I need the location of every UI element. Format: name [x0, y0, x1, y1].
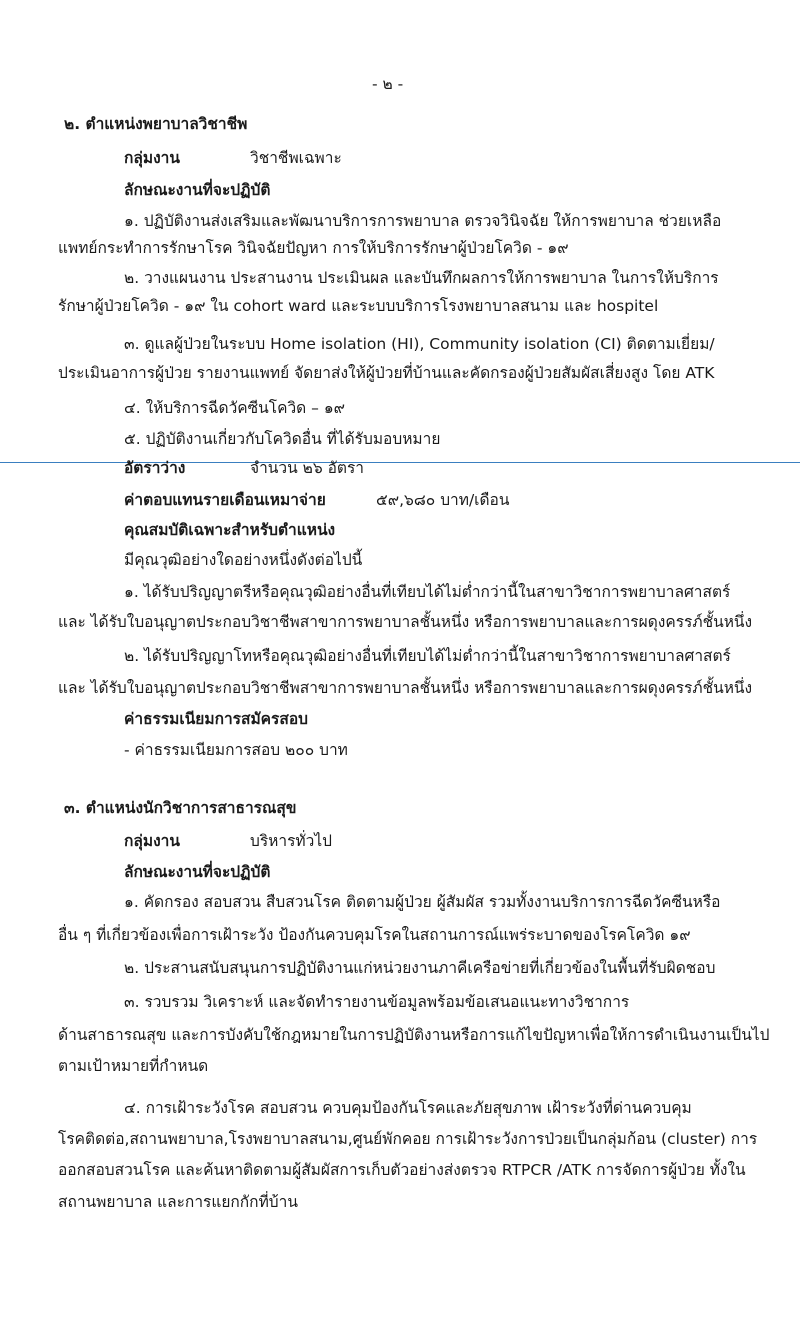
- section3-duty4-line4: สถานพยาบาล และการแยกกักที่บ้าน: [58, 1193, 298, 1211]
- section3-duty1-line1: ๑. คัดกรอง สอบสวน สืบสวนโรค ติดตามผู้ป่วย ผู้สัมผัส รวมทั้งงานบริการการฉีดวัคซีนหรือ: [124, 893, 721, 911]
- section3-duty3-line3: ตามเป้าหมายที่กำหนด: [58, 1057, 209, 1075]
- section2-salary-row: [124, 488, 509, 512]
- section2-duties-heading: ลักษณะงานที่จะปฏิบัติ: [124, 181, 271, 199]
- section3-group-label: กลุ่มงาน: [124, 832, 180, 850]
- section2-group-row: [124, 146, 342, 170]
- section3-duty4-line1: ๔. การเฝ้าระวังโรค สอบสวน ควบคุมป้องกันโรคและภัยสุขภาพ เฝ้าระวังที่ด่านควบคุม: [124, 1099, 692, 1117]
- section3-duty2: ๒. ประสานสนับสนุนการปฏิบัติงานแก่หน่วยงานภาคีเครือข่ายที่เกี่ยวข้องในพื้นที่รับผิดชอบ: [124, 959, 716, 977]
- section3-duties-heading: ลักษณะงานที่จะปฏิบัติ: [124, 863, 271, 881]
- section2-qual1-line2: และ ได้รับใบอนุญาตประกอบวิชาชีพสาขาการพยาบาลชั้นหนึ่ง หรือการพยาบาลและการผดุงครรภ์ชั้นหนึ่ง: [58, 613, 753, 631]
- section2-duty5: ๕. ปฏิบัติงานเกี่ยวกับโควิดอื่น ที่ได้รับมอบหมาย: [124, 430, 441, 448]
- section2-duty1-line2: แพทย์กระทำการรักษาโรค วินิจฉัยปัญหา การให้บริการรักษาผู้ป่วยโควิด - ๑๙: [58, 239, 569, 257]
- section2-qual2-line1: ๒. ได้รับปริญญาโทหรือคุณวุฒิอย่างอื่นที่เทียบได้ไม่ต่ำกว่านี้ในสาขาวิชาการพยาบาลศาสตร์: [124, 647, 731, 665]
- section3-group-row: [124, 829, 332, 853]
- section2-duty1-line1: ๑. ปฏิบัติงานส่งเสริมและพัฒนาบริการการพยาบาล ตรวจวินิจฉัย ให้การพยาบาล ช่วยเหลือ: [124, 212, 722, 230]
- scan-rule-line: [0, 462, 800, 463]
- section2-group-label: กลุ่มงาน: [124, 149, 180, 167]
- section2-duty3-line2: ประเมินอาการผู้ป่วย รายงานแพทย์ จัดยาส่งให้ผู้ป่วยที่บ้านและคัดกรองผู้ป่วยสัมผัสเสี่ยงสูง โดย ATK: [58, 364, 715, 382]
- section2-duty4: ๔. ให้บริการฉีดวัคซีนโควิด – ๑๙: [124, 399, 346, 417]
- section2-salary-value: ๕๙,๖๘๐ บาท/เดือน: [376, 491, 510, 509]
- section3-heading: ๓. ตำแหน่งนักวิชาการสาธารณสุข: [64, 799, 297, 817]
- section2-qualification-intro: มีคุณวุฒิอย่างใดอย่างหนึ่งดังต่อไปนี้: [124, 551, 363, 569]
- section2-qualification-heading: คุณสมบัติเฉพาะสำหรับตำแหน่ง: [124, 521, 336, 539]
- section2-qual2-line2: และ ได้รับใบอนุญาตประกอบวิชาชีพสาขาการพยาบาลชั้นหนึ่ง หรือการพยาบาลและการผดุงครรภ์ชั้นหนึ่ง: [58, 679, 753, 697]
- page-number: - ๒ -: [372, 75, 404, 93]
- section2-vacancy-label: อัตราว่าง: [124, 459, 186, 477]
- section2-duty2-line1: ๒. วางแผนงาน ประสานงาน ประเมินผล และบันทึกผลการให้การพยาบาล ในการให้บริการ: [124, 269, 719, 287]
- section2-fee-heading: ค่าธรรมเนียมการสมัครสอบ: [124, 710, 308, 728]
- section3-duty3-line2: ด้านสาธารณสุข และการบังคับใช้กฎหมายในการปฏิบัติงานหรือการแก้ไขปัญหาเพื่อให้การดำเนินงานเป็นไป: [58, 1026, 770, 1044]
- section2-qual1-line1: ๑. ได้รับปริญญาตรีหรือคุณวุฒิอย่างอื่นที่เทียบได้ไม่ต่ำกว่านี้ในสาขาวิชาการพยาบาลศาสตร์: [124, 583, 731, 601]
- section2-vacancy-row: [124, 456, 364, 480]
- section3-duty4-line2: โรคติดต่อ,สถานพยาบาล,โรงพยาบาลสนาม,ศูนย์พักคอย การเฝ้าระวังการป่วยเป็นกลุ่มก้อน (cluster) การ: [58, 1130, 758, 1148]
- section2-vacancy-value: จำนวน ๒๖ อัตรา: [250, 459, 364, 477]
- section3-duty3-line1: ๓. รวบรวม วิเคราะห์ และจัดทำรายงานข้อมูลพร้อมข้อเสนอแนะทางวิชาการ: [124, 993, 630, 1011]
- section2-salary-label: ค่าตอบแทนรายเดือนเหมาจ่าย: [124, 491, 326, 509]
- section3-group-value: บริหารทั่วไป: [250, 832, 332, 850]
- section2-heading: ๒. ตำแหน่งพยาบาลวิชาชีพ: [64, 115, 248, 133]
- section2-group-value: วิชาชีพเฉพาะ: [250, 149, 342, 167]
- section2-fee-value: - ค่าธรรมเนียมการสอบ ๒๐๐ บาท: [124, 741, 348, 759]
- section3-duty1-line2: อื่น ๆ ที่เกี่ยวข้องเพื่อการเฝ้าระวัง ป้องกันควบคุมโรคในสถานการณ์แพร่ระบาดของโรคโควิด ๑๙: [58, 926, 691, 944]
- section3-duty4-line3: ออกสอบสวนโรค และค้นหาติดตามผู้สัมผัสการเก็บตัวอย่างส่งตรวจ RTPCR /ATK การจัดการผู้ป่วย ทั้งใน: [58, 1161, 746, 1179]
- section2-duty2-line2: รักษาผู้ป่วยโควิด - ๑๙ ใน cohort ward และระบบบริการโรงพยาบาลสนาม และ hospitel: [58, 297, 659, 315]
- section2-duty3-line1: ๓. ดูแลผู้ป่วยในระบบ Home isolation (HI), Community isolation (CI) ติดตามเยี่ยม/: [124, 335, 715, 353]
